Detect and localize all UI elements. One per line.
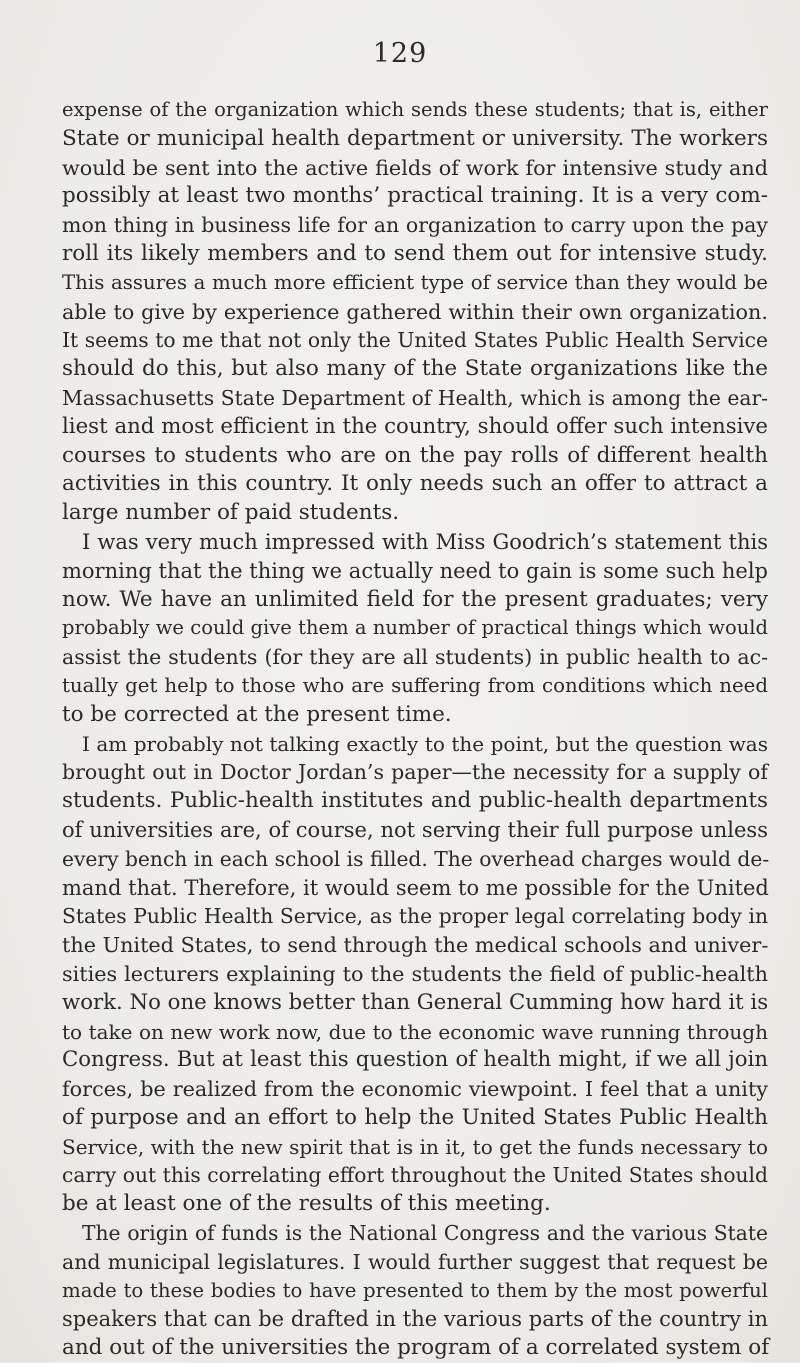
text-line: should do this, but also many of the State organizations like the	[62, 356, 768, 382]
text-line: and out of the universities the program of a correlated system of	[62, 1335, 770, 1361]
text-line: tually get help to those who are suffering from conditions which need	[62, 673, 768, 697]
text-line: expense of the organization which sends these students; that is, either	[62, 98, 768, 121]
text-line: mand that. Therefore, it would seem to me possible for the United	[62, 875, 769, 900]
text-line: forces, be realized from the economic viewpoint. I feel that a unity	[62, 1077, 768, 1102]
body-text	[62, 96, 768, 1363]
text-line: Massachusetts State Department of Health, which is among the ear-	[62, 385, 768, 410]
text-line: able to give by experience gathered within their own organization.	[62, 299, 768, 324]
text-line: sities lecturers explaining to the students the field of public-health	[62, 961, 768, 986]
text-line: every bench in each school is filled. The overhead charges would de-	[62, 846, 770, 871]
text-line: and municipal legislatures. I would further suggest that request be	[62, 1249, 768, 1274]
text-line: would be sent into the active fields of work for intensive study and	[62, 155, 768, 180]
text-line: probably we could give them a number of practical things which would	[62, 616, 768, 640]
text-line: liest and most efficient in the country, should offer such intensive	[62, 413, 768, 439]
text-line: made to these bodies to have presented to them by the most powerful	[62, 1278, 768, 1302]
text-line: be at least one of the results of this meeting.	[62, 1191, 551, 1217]
text-line: possibly at least two months’ practical training. It is a very com-	[62, 183, 768, 209]
text-line: brought out in Doctor Jordan’s paper—the necessity for a supply of	[62, 760, 768, 785]
text-line: students. Public-health institutes and public-health departments	[62, 788, 768, 814]
text-line: the United States, to send through the medical schools and univer-	[62, 933, 769, 958]
text-line: mon thing in business life for an organization to carry upon the pay	[62, 213, 768, 238]
text-line: States Public Health Service, as the proper legal correlating body in	[62, 904, 768, 929]
text-line: of universities are, of course, not serving their full purpose unless	[62, 817, 768, 842]
text-line: assist the students (for they are all students) in public health to ac-	[62, 645, 768, 670]
text-line: of purpose and an effort to help the United States Public Health	[62, 1104, 768, 1130]
text-line: to take on new work now, due to the economic wave running through	[62, 1019, 768, 1044]
page-number: 129	[372, 38, 428, 69]
text-line: roll its likely members and to send them out for intensive study.	[62, 240, 768, 266]
text-line: The origin of funds is the National Congress and the various State	[82, 1221, 768, 1246]
text-line: morning that the thing we actually need to gain is some such help	[62, 558, 768, 583]
text-line: Congress. But at least this question of health might, if we all join	[62, 1047, 768, 1073]
text-line: This assures a much more efficient type of service than they would be	[62, 270, 768, 294]
text-line: carry out this correlating effort throughout the United States should	[62, 1163, 768, 1188]
text-line: I am probably not talking exactly to the point, but the question was	[82, 731, 768, 756]
text-line: courses to students who are on the pay rolls of different health	[62, 442, 768, 468]
text-line: activities in this country. It only needs such an offer to attract a	[62, 471, 768, 497]
text-line: speakers that can be drafted in the various parts of the country in	[62, 1307, 768, 1332]
text-line: Service, with the new spirit that is in it, to get the funds necessary to	[62, 1134, 768, 1159]
text-line: It seems to me that not only the United States Public Health Service	[62, 328, 768, 353]
text-line: State or municipal health department or university. The workers	[62, 125, 768, 151]
text-line: work. No one knows better than General Cumming how hard it is	[62, 989, 769, 1015]
text-line: large number of paid students.	[62, 500, 400, 526]
text-line: to be corrected at the present time.	[62, 701, 452, 727]
text-line: now. We have an unlimited field for the present graduates; very	[62, 586, 768, 612]
text-line: I was very much impressed with Miss Goodrich’s statement this	[82, 529, 768, 554]
